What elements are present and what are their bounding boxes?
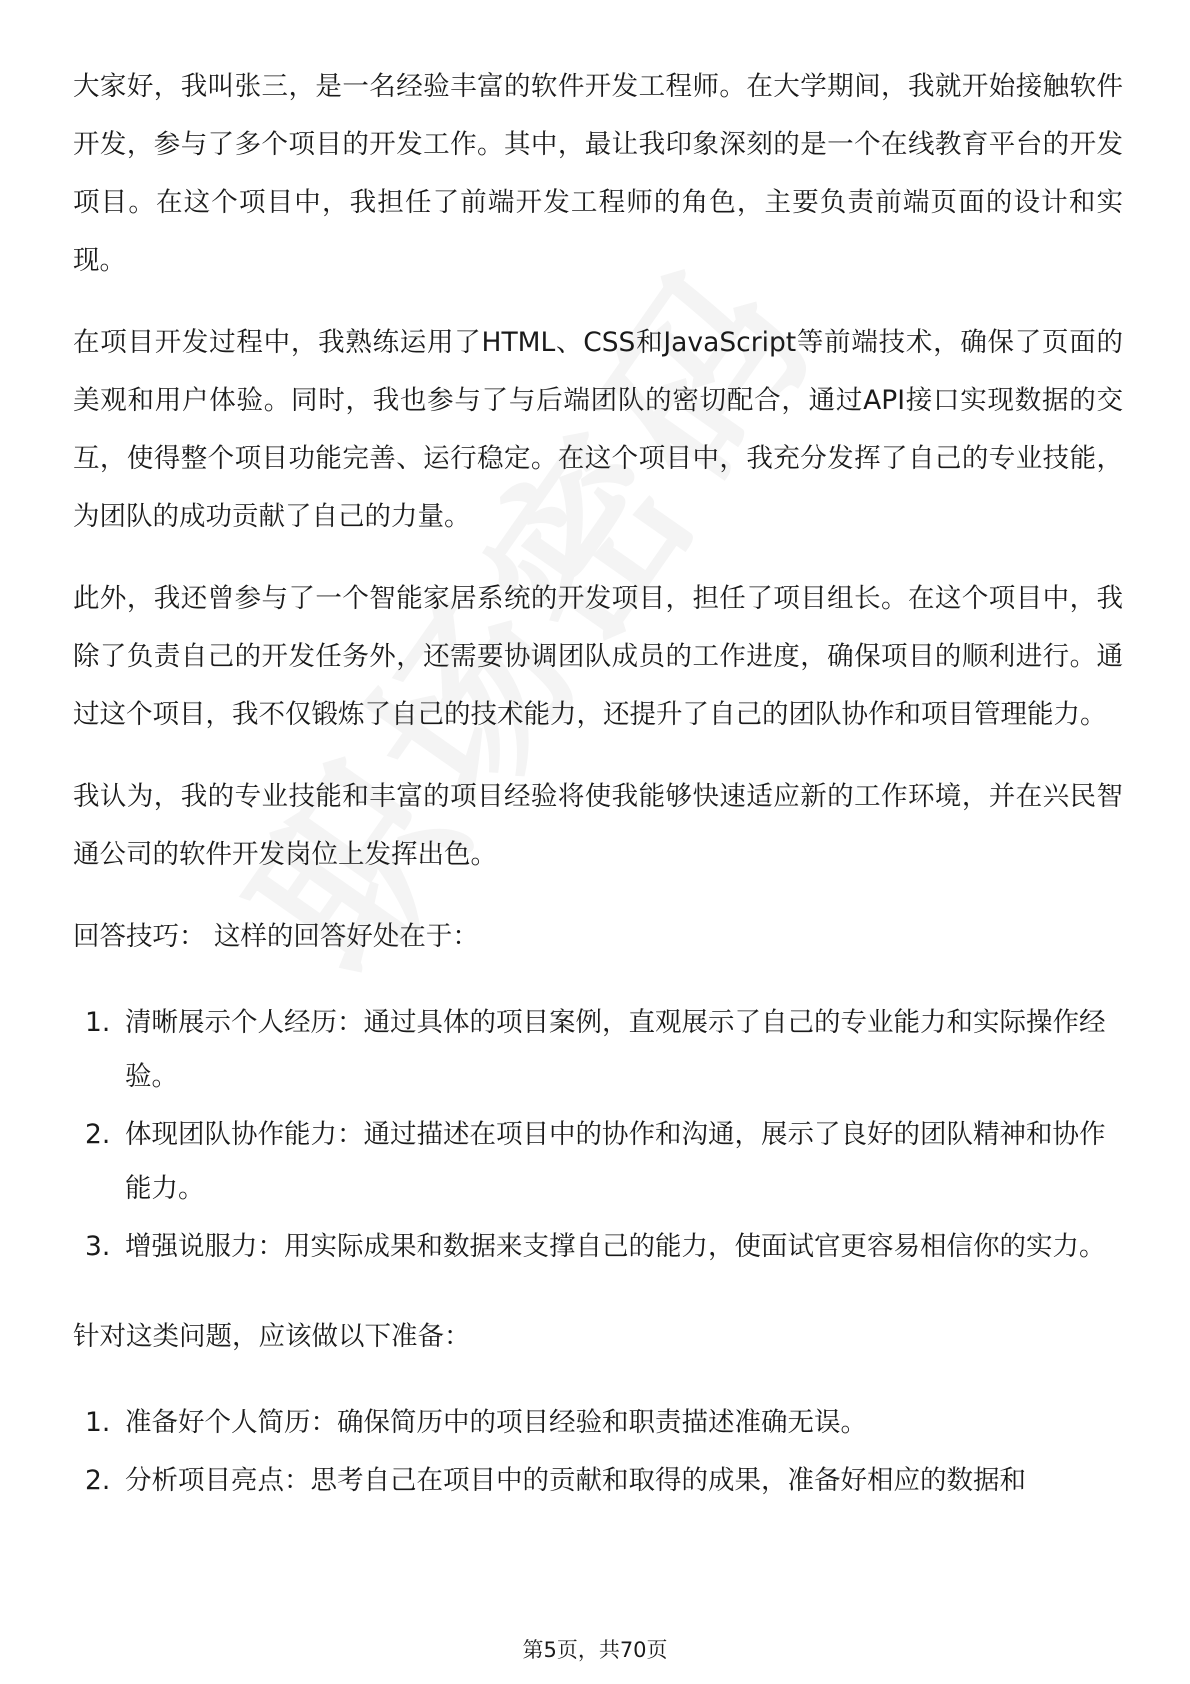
list-item [73, 1396, 1123, 1450]
list-item-text: 分析项目亮点：思考自己在项目中的贡献和取得的成果，准备好相应的数据和 [125, 1465, 1026, 1496]
list-item [73, 996, 1123, 1104]
list-item-number: 3. [85, 1231, 111, 1262]
tips-list [73, 996, 1123, 1274]
list-item [73, 1220, 1123, 1274]
list-item-text: 增强说服力：用实际成果和数据来支撑自己的能力，使面试官更容易相信你的实力。 [125, 1231, 1106, 1262]
document-body [73, 58, 1123, 1542]
paragraph-conclusion: 我认为，我的专业技能和丰富的项目经验将使我能够快速适应新的工作环境，并在兴民智通公司的软件开发岗位上发挥出色。 [73, 781, 1123, 870]
paragraph-frontend: 在项目开发过程中，我熟练运用了HTML、CSS和JavaScript等前端技术，确保了页面的美观和用户体验。同时，我也参与了与后端团队的密切配合，通过API接口实现数据的交互，使得整个项目功能完善、运行稳定。在这个项目中，我充分发挥了自己的专业技能，为团队的成功贡献了自己的力量。 [73, 327, 1123, 532]
list-item-number: 2. [85, 1119, 111, 1150]
list-item-text: 清晰展示个人经历：通过具体的项目案例，直观展示了自己的专业能力和实际操作经验。 [125, 1007, 1106, 1092]
list-item-text: 体现团队协作能力：通过描述在项目中的协作和沟通，展示了良好的团队精神和协作能力。 [125, 1119, 1106, 1204]
paragraph-smarthome: 此外，我还曾参与了一个智能家居系统的开发项目，担任了项目组长。在这个项目中，我除了负责自己的开发任务外，还需要协调团队成员的工作进度，确保项目的顺利进行。通过这个项目，我不仅锻炼了自己的技术能力，还提升了自己的团队协作和项目管理能力。 [73, 583, 1123, 730]
tips-heading: 回答技巧： 这样的回答好处在于： [73, 921, 479, 952]
list-item [73, 1454, 1123, 1508]
paragraph-intro: 大家好，我叫张三，是一名经验丰富的软件开发工程师。在大学期间，我就开始接触软件开发，参与了多个项目的开发工作。其中，最让我印象深刻的是一个在线教育平台的开发项目。在这个项目中，我担任了前端开发工程师的角色，主要负责前端页面的设计和实现。 [73, 71, 1123, 276]
list-item [73, 1108, 1123, 1216]
list-item-number: 1. [85, 1007, 111, 1038]
list-item-number: 2. [85, 1465, 111, 1496]
page-footer: 第5页，共70页 [522, 1638, 668, 1662]
prep-heading: 针对这类问题，应该做以下准备： [73, 1321, 471, 1352]
list-item-number: 1. [85, 1407, 111, 1438]
prep-list [73, 1396, 1123, 1508]
list-item-text: 准备好个人简历：确保简历中的项目经验和职责描述准确无误。 [125, 1407, 867, 1438]
